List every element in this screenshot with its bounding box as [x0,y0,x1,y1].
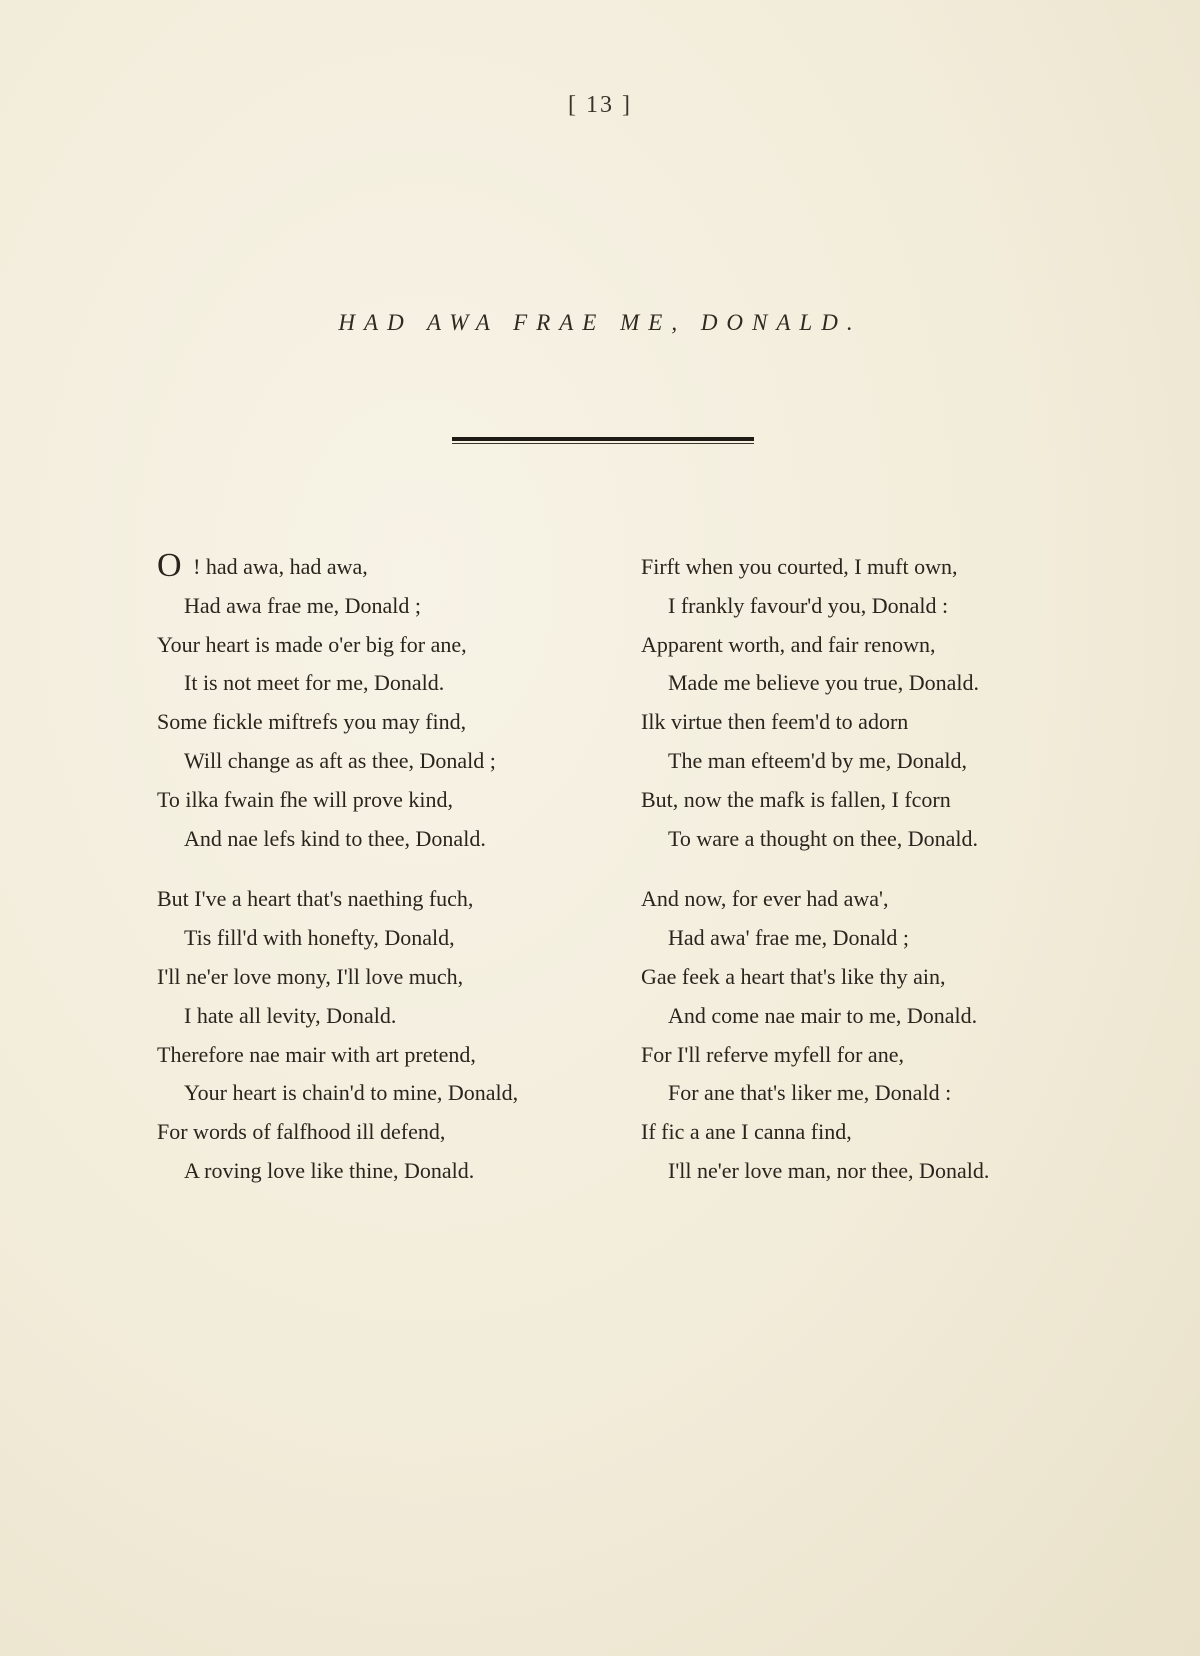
poem-line: It is not meet for me, Donald. [184,670,445,696]
title-divider-rule [452,437,754,444]
poem-line: But, now the mafk is fallen, I fcorn [641,786,951,812]
stanza [157,880,627,1190]
poem-line: Made me believe you true, Donald. [668,670,979,696]
poem-line: The man efteem'd by me, Donald, [668,747,968,773]
poem-line: Will change as aft as thee, Donald ; [184,747,496,773]
poem-title: HAD AWA FRAE ME, DONALD. [338,310,862,335]
poem-line: I'll ne'er love man, nor thee, Donald. [668,1157,990,1183]
poem-line: Ilk virtue then feem'd to adorn [641,709,909,735]
stanza [641,880,1111,1190]
poem-line: But I've a heart that's naething fuch, [157,886,474,912]
poem-line: A roving love like thine, Donald. [184,1157,475,1183]
poem-line: For I'll referve myfell for ane, [641,1041,904,1067]
poem-line: Firft when you courted, I muft own, [641,554,958,579]
poem-line: Therefore nae mair with art pretend, [157,1041,476,1067]
poem-line: If fic a ane I canna find, [641,1119,852,1145]
poem-line [157,548,627,587]
poem-line: To ilka fwain fhe will prove kind, [157,786,454,812]
poem-line: To ware a thought on thee, Donald. [668,825,979,851]
poem-line: I hate all levity, Donald. [184,1002,397,1028]
poem-line: Your heart is chain'd to mine, Donald, [184,1080,519,1106]
poem-line: And now, for ever had awa', [641,886,889,912]
poem-line: Gae feek a heart that's like thy ain, [641,963,946,989]
poem-line: Had awa frae me, Donald ; [184,592,422,618]
poem-line: Apparent worth, and fair renown, [641,631,936,657]
poem-line: And come nae mair to me, Donald. [668,1002,978,1028]
poem-line: Had awa' frae me, Donald ; [668,925,909,951]
poem-line: Some fickle miftrefs you may find, [157,709,467,735]
stanza [641,548,1111,858]
poem-line: Your heart is made o'er big for ane, [157,631,467,657]
poem-line: For ane that's liker me, Donald : [668,1080,952,1106]
poem-line: I frankly favour'd you, Donald : [668,592,949,618]
poem-line-rest: ! had awa, had awa, [187,554,368,579]
stanza [157,548,627,858]
poem-column-right [641,548,1111,1213]
poem-column-left [157,548,627,1213]
poem-line: I'll ne'er love mony, I'll love much, [157,963,464,989]
poem-line: For words of falfhood ill defend, [157,1119,446,1145]
drop-cap: O [157,547,182,584]
poem-line: Tis fill'd with honefty, Donald, [184,925,455,951]
poem-line: And nae lefs kind to thee, Donald. [184,825,486,851]
page-number: [ 13 ] [568,92,632,118]
